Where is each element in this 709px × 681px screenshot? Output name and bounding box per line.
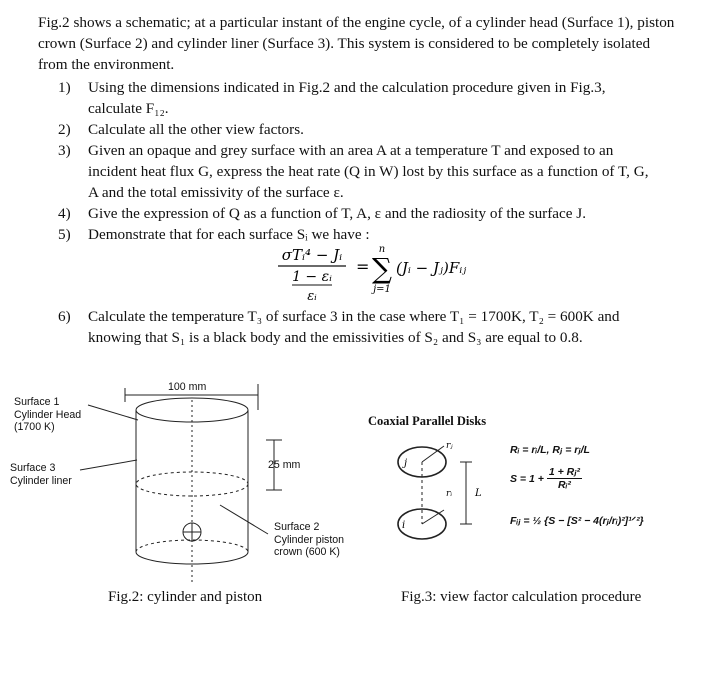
leader-surface3 [80, 460, 137, 470]
L-label: L [475, 488, 482, 499]
disk-i-label: i [402, 520, 406, 531]
question-text: Calculate the temperature T₃ of surface 3 in the case where T₁ = 1700K, T₂ = 600K and knowing that S₁ is a black body and the emissivities of S₂ and S₃ are equal to 0.8. [88, 308, 620, 346]
question-number: 5) [58, 226, 71, 243]
eq2-prefix: S = 1 + [510, 472, 544, 485]
question-number: 3) [58, 142, 71, 159]
eq2-fraction [547, 466, 582, 491]
question-text: Give the expression of Q as a function of T, A, ε and the radiosity of the surface J. [88, 205, 587, 222]
question-number: 6) [58, 308, 71, 325]
disk-j-label: j [404, 458, 408, 469]
dim-label-height: 25 mm [268, 459, 301, 471]
question-number: 4) [58, 205, 71, 222]
question-text: Calculate all the other view factors. [88, 121, 304, 138]
r-i-label: rᵢ [446, 489, 453, 499]
surface1-label: Surface 1 Cylinder Head (1700 K) [14, 396, 82, 433]
r-j-label: rⱼ [446, 441, 453, 451]
formula-sigma: ∑ [372, 252, 392, 285]
formula-denominator-bottom: εᵢ [307, 289, 317, 304]
fig3-eq1: Rᵢ = rᵢ/L, Rⱼ = rⱼ/L [510, 444, 590, 456]
leader-surface1 [88, 405, 138, 420]
question-number: 1) [58, 79, 71, 96]
radius-i-line [422, 510, 444, 524]
formula-denominator-top: 1 − εᵢ [292, 269, 332, 285]
formula-numerator: σTᵢ⁴ − Jᵢ [281, 246, 343, 264]
dim-label-diameter: 100 mm [168, 381, 207, 393]
question-text: Using the dimensions indicated in Fig.2 and the calculation procedure given in Fig.3, calculate F₁₂. [88, 79, 606, 117]
formula-equals: = [356, 257, 370, 276]
fig3-eq3: Fᵢⱼ = ½ {S − [S² − 4(rⱼ/rᵢ)²]¹ᐟ²} [510, 515, 644, 527]
coaxial-disks-diagram [380, 440, 500, 550]
leader-surface2 [220, 505, 268, 534]
surface3-label: Surface 3 Cylinder liner [10, 462, 72, 487]
question-text: Given an opaque and grey surface with an area A at a temperature T and exposed to an incident heat flux G, express the heat rate (Q in W) lost by this surface as a function of T, G, A and the total emissivity of the surface ε. [88, 142, 649, 201]
cylinder-bottom-arc [136, 552, 248, 564]
question-number: 2) [58, 121, 71, 138]
fig3-title: Coaxial Parallel Disks [368, 414, 487, 428]
eq2-denominator: Rᵢ² [558, 479, 571, 491]
formula-sum-lower: j=1 [373, 284, 391, 295]
surface2-label: Surface 2 Cylinder piston crown (600 K) [274, 521, 345, 558]
fig3-eq2 [510, 466, 582, 491]
fig2-caption: Fig.2: cylinder and piston [108, 589, 263, 605]
formula-sum-upper: n [378, 244, 386, 255]
eq2-numerator: 1 + Rⱼ² [548, 466, 581, 478]
formula-rhs: (Jᵢ − Jⱼ)Fᵢⱼ [396, 259, 467, 277]
intro-paragraph: Fig.2 shows a schematic; at a particular instant of the engine cycle, of a cylinder head (Surface 1), piston crown (Surface 2) and cylinder liner (Surface 3). This system is considered to be completely isolated from the environment. [38, 14, 675, 73]
question-text: Demonstrate that for each surface Sᵢ we have : [88, 226, 370, 243]
fig3-caption: Fig.3: view factor calculation procedure [401, 589, 642, 605]
